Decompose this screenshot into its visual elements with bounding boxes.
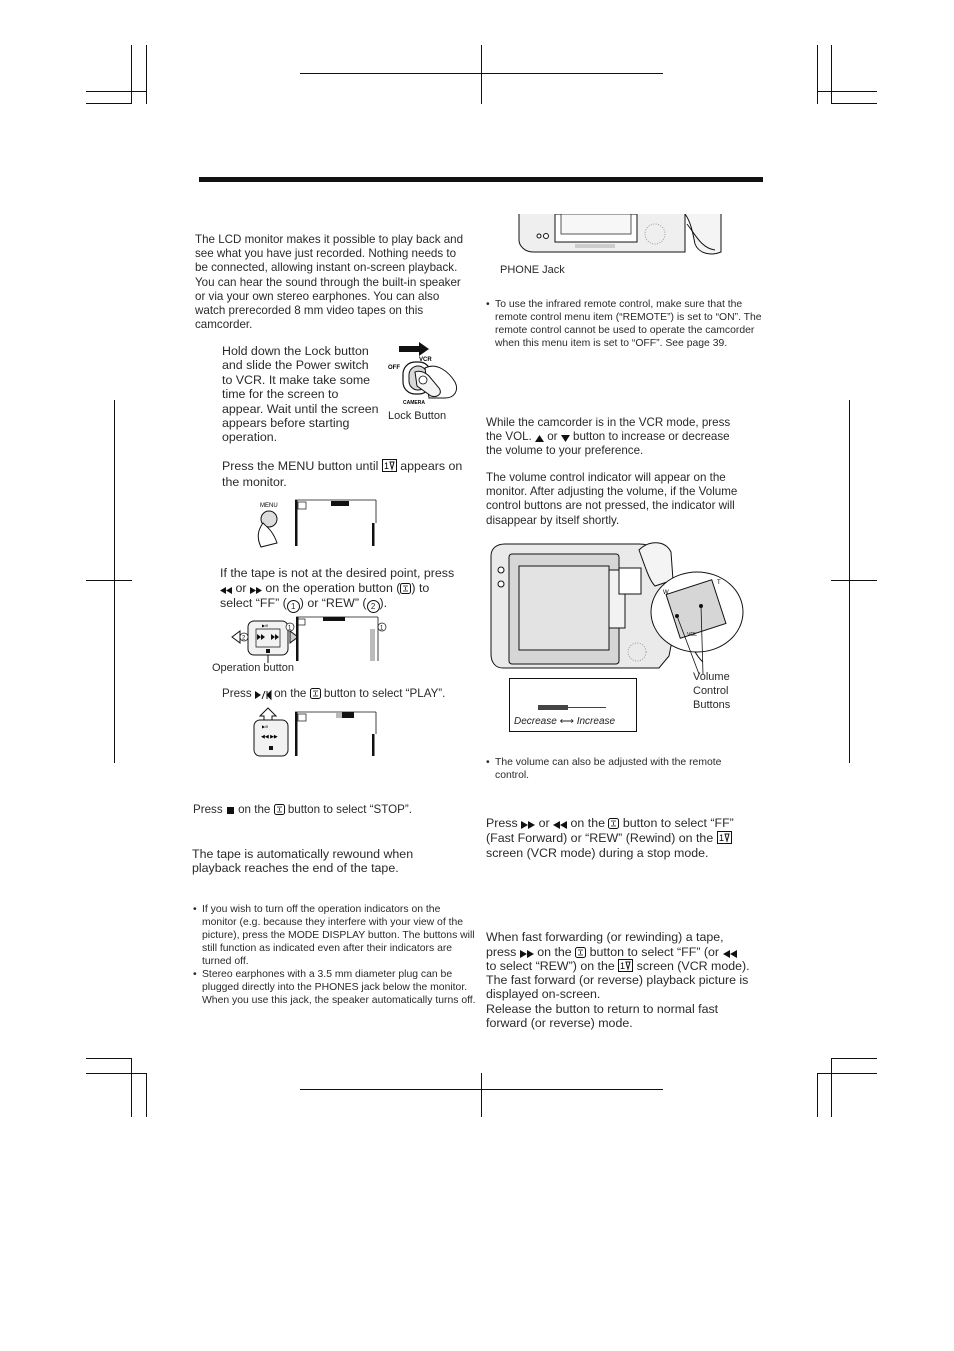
zoom-w-label: W xyxy=(663,590,669,596)
svg-text:1: 1 xyxy=(718,833,724,843)
ff-line1: Press or on the button to select “FF” xyxy=(486,816,766,832)
svg-text:1: 1 xyxy=(288,625,292,632)
svg-text:▶/II: ▶/II xyxy=(262,623,269,628)
remote-adjust-note: • The volume can also be adjusted with the remote control. xyxy=(486,756,756,782)
note-earphones: • Stereo earphones with a 3.5 mm diameter plug can be plugged directly into the PHONES jack below the monitor. When you use this jack, the speaker automatically turns off. xyxy=(193,968,477,1007)
zoom-t-label: T xyxy=(717,580,721,586)
play-pause-icon xyxy=(255,689,271,703)
svg-text:2: 2 xyxy=(242,635,246,642)
search-line3: to select “REW”) on the 1 screen (VCR mode). xyxy=(486,959,766,975)
operation-button-illustration xyxy=(232,615,392,663)
operation-button-caption: Operation button xyxy=(212,662,294,674)
svg-text:1: 1 xyxy=(620,961,626,971)
note-mode-display: • If you wish to turn off the operation indicators on the monitor (e.g. because they interfere with your view of the picture), press the MODE DISPLAY button. The buttons will still function as indicated even after their indicators are turned off. xyxy=(193,903,477,968)
switch-off-label: OFF xyxy=(388,365,400,371)
svg-text:1: 1 xyxy=(383,461,389,471)
increase-label: Increase xyxy=(576,716,616,727)
step4-text: Press on the button to select “PLAY”. xyxy=(222,687,482,703)
stop-text: Press on the button to select “STOP”. xyxy=(193,803,473,819)
ff-line2: (Fast Forward) or “REW” (Rewind) on the 1 xyxy=(486,831,766,847)
operation-button-icon xyxy=(310,688,321,703)
stop-icon xyxy=(226,805,235,819)
header-rule xyxy=(199,177,763,182)
vcr-screen-icon xyxy=(382,459,397,475)
left-right-arrow-icon: ⟷ xyxy=(559,716,574,727)
switch-vcr-label: VCR xyxy=(419,357,432,363)
search-rest: The fast forward (or reverse) playback picture is displayed on-screen. xyxy=(486,973,749,1002)
phone-jack-caption: PHONE Jack xyxy=(500,264,565,276)
step3-line3: select “FF” ( 1 ) or “REW” ( 2 ). xyxy=(220,596,388,611)
remote-note: • To use the infrared remote control, make sure that the remote control menu item (“REMOTE”) is set to “ON”. The remote control cannot be used to operate the camcorder when this menu item is set to “OFF”. See page 39. xyxy=(486,298,762,350)
camcorder-volume-illustration xyxy=(489,540,749,680)
ff-line3: screen (VCR mode) during a stop mode. xyxy=(486,846,709,860)
svg-text:◀◀ ▶▶: ◀◀ ▶▶ xyxy=(261,734,278,740)
play-illustration xyxy=(252,708,382,760)
intro-text: The LCD monitor makes it possible to play back and see what you have just recorded. Nothing needs to be connected, allowing instant on-screen playback. You can hear the sound through the built-in speaker or via your own stereo earphones. You can also watch prerecorded 8 mm video tapes on this camcorder. xyxy=(195,233,464,332)
step3-line2: or on the operation button ( ) to xyxy=(220,581,480,597)
power-switch-illustration xyxy=(385,342,477,412)
lock-button-caption: Lock Button xyxy=(388,410,447,422)
svg-text:1: 1 xyxy=(380,625,384,632)
menu-label: MENU xyxy=(260,503,278,509)
search-line1: When fast forwarding (or rewinding) a tape, xyxy=(486,930,724,944)
operation-button-icon xyxy=(274,804,285,819)
menu-illustration xyxy=(255,497,385,549)
switch-camera-label: CAMERA xyxy=(403,400,425,406)
volume-indicator-box xyxy=(509,678,637,732)
volume-control-caption: Volume Control Buttons xyxy=(693,671,731,711)
rewind-note: The tape is automatically rewound when playback reaches the end of the tape. xyxy=(192,847,414,876)
vcr-screen-icon xyxy=(717,831,732,847)
volume-line3: the volume to your preference. xyxy=(486,444,644,457)
svg-text:▶/II: ▶/II xyxy=(262,724,269,729)
step2-text: Press the MENU button until 1 appears on the monitor. xyxy=(222,459,463,490)
search-release: Release the button to return to normal fast forward (or reverse) mode. xyxy=(486,1002,719,1031)
decrease-label: Decrease xyxy=(514,716,557,727)
left-notes xyxy=(193,903,477,1007)
volume-line2: the VOL. or button to increase or decrease xyxy=(486,430,762,446)
volume-line1: While the camcorder is in the VCR mode, press xyxy=(486,416,731,429)
volume-indicator-text: The volume control indicator will appear on the monitor. After adjusting the volume, if the Volume control buttons are not pressed, the indicator will disappear by itself shortly. xyxy=(486,471,738,527)
step1-text: Hold down the Lock button and slide the Power switch to VCR. It make take some time for the screen to appear. Wait until the screen appears before starting operation. xyxy=(222,344,379,445)
search-line2: press on the button to select “FF” (or xyxy=(486,945,766,961)
vol-label: VOL xyxy=(687,632,698,638)
camcorder-phone-illustration xyxy=(515,214,725,264)
step3-line1: If the tape is not at the desired point, press xyxy=(220,566,455,580)
